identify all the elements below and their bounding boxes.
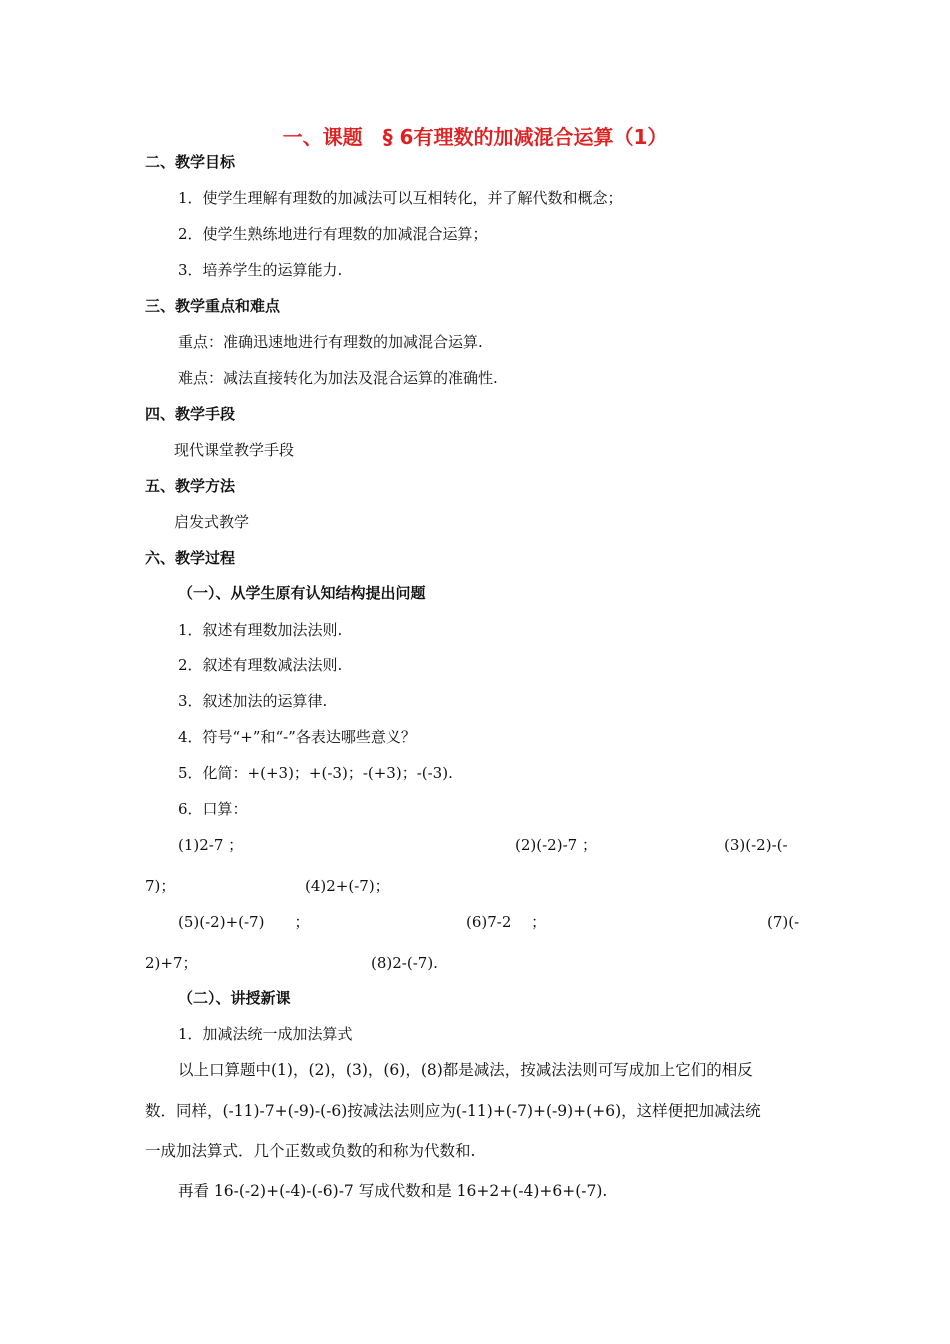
calc-expression-3b: 7)； <box>145 877 176 895</box>
paragraph-line-3: 一成加法算式．几个正数或负数的和称为代数和. <box>145 1142 476 1160</box>
calc-expression-5: (5)(-2)+(-7) ； <box>178 913 310 931</box>
process-item-3: 3．叙述加法的运算律. <box>178 692 328 710</box>
subsection-heading-2: （二）、讲授新课 <box>178 989 291 1007</box>
keypoint-item-1: 重点：准确迅速地进行有理数的加减混合运算. <box>178 333 483 351</box>
method-text: 启发式教学 <box>174 513 250 531</box>
calc-expression-7a: (7)(- <box>767 913 800 931</box>
process-item-6: 6．口算： <box>178 800 248 818</box>
lesson-item-1: 1．加减法统一成加法算式 <box>178 1025 353 1043</box>
calc-expression-8: (8)2-(-7). <box>371 954 438 972</box>
process-item-5: 5．化简：+(+3)；+(-3)；-(+3)；-(-3). <box>178 764 453 782</box>
goal-item-3: 3．培养学生的运算能力. <box>178 261 343 279</box>
process-item-2: 2．叙述有理数减法法则. <box>178 656 343 674</box>
paragraph-example: 再看 16-(-2)+(-4)-(-6)-7 写成代数和是 16+2+(-4)+6+(-7). <box>178 1182 608 1200</box>
page-title: 一、课题 § 6有理数的加减混合运算（1） <box>282 125 668 149</box>
goal-item-1: 1．使学生理解有理数的加减法可以互相转化，并了解代数和概念； <box>178 189 623 207</box>
paragraph-line-2: 数．同样，(-11)-7+(-9)-(-6)按减法法则应为(-11)+(-7)+(-9)+(+6)，这样便把加减法统 <box>145 1102 761 1120</box>
calc-expression-6: (6)7-2 ； <box>466 913 547 931</box>
process-item-1: 1．叙述有理数加法法则. <box>178 621 343 639</box>
calc-expression-2: (2)(-2)-7 ； <box>515 836 597 854</box>
calc-expression-1: (1)2-7 ； <box>178 836 244 854</box>
section-heading-method: 五、教学方法 <box>145 477 236 495</box>
calc-expression-3a: (3)(-2)-(- <box>724 836 788 854</box>
goal-item-2: 2．使学生熟练地进行有理数的加减混合运算； <box>178 225 488 243</box>
section-heading-goals: 二、教学目标 <box>145 153 236 171</box>
calc-expression-7b: 2)+7； <box>145 954 198 972</box>
paragraph-line-1: 以上口算题中(1)，(2)，(3)，(6)，(8)都是减法，按减法法则可写成加上它们的相反 <box>178 1061 753 1079</box>
subsection-heading-1: （一）、从学生原有认知结构提出问题 <box>178 584 426 602</box>
process-item-4: 4．符号“+”和“-”各表达哪些意义？ <box>178 728 416 746</box>
calc-expression-4: (4)2+(-7)； <box>305 877 390 895</box>
section-heading-keypoints: 三、教学重点和难点 <box>145 297 281 315</box>
section-heading-means: 四、教学手段 <box>145 405 236 423</box>
means-text: 现代课堂教学手段 <box>174 441 295 459</box>
section-heading-process: 六、教学过程 <box>145 549 236 567</box>
keypoint-item-2: 难点：减法直接转化为加法及混合运算的准确性. <box>178 369 498 387</box>
